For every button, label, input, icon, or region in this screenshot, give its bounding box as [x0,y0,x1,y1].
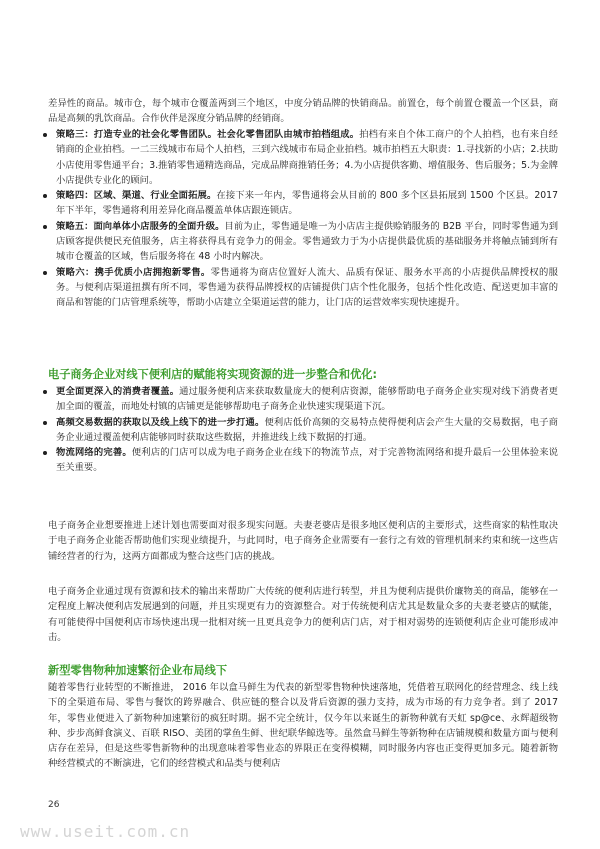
benefit-title: 更全面更深入的消费者覆盖。 [56,386,180,397]
benefit-title: 物流网络的完善。 [56,447,132,459]
benefit-list [48,384,558,476]
benefit-body: 便利店低价高频的交易特点使得便利店会产生大量的交易数据，电子商务企业通过覆盖便利店能够同时获取这些数据，并推进线上线下数据的打通。 [56,416,558,443]
benefit-body: 便利店的门店可以成为电子商务企业在线下的物流节点，对于完善物流网络和提升最后一公里体验来说至关重要。 [56,447,558,474]
body-paragraph: 电子商务企业想要推进上述计划也需要面对很多现实问题。夫妻老婆店是很多地区便利店的主要形式，这些商家的粘性取决于电子商务企业能否帮助他们实现业绩提升，与此同时，电子商务企业需要有一套行之有效的管理机制来约束和统一这些店铺经营者的行为，这两方面都成为整合这些门店的挑战。 [48,520,558,562]
body-paragraph: 电子商务企业通过现有资源和技术的输出来帮助广大传统的便利店进行转型，并且为便利店提供价廉物美的商品，能够在一定程度上解决便利店发展遇到的问题，并且实现更有力的资源整合。对于传统便利店尤其是数量众多的夫妻老婆店的赋能，有可能使得中国便利店市场快速出现一批相对统一且更具竞争力的便利店门店，对于相对弱势的连锁便利店企业可能形成冲击。 [48,586,558,643]
lead-paragraph: 差异性的商品。城市仓，每个城市仓覆盖两到三个地区，中度分销品牌的快销商品。前置仓，每个前置仓覆盖一个区县，商品是高频的乳饮商品。合作伙伴是深度分销品牌的经销商。 [48,98,558,125]
list-item [48,127,558,188]
section-heading: 电子商务企业对线下便利店的赋能将实现资源的进一步整合和优化: [48,368,377,381]
body-paragraph: 随着零售行业转型的不断推进， 2016 年以盒马鲜生为代表的新型零售物种快速落地，凭借着互联网化的经营理念、线上线下的全渠道布局、零售与餐饮的跨界融合、供应链的整合以及背后资源的强力支持，成为市场的有力竞争者。到了 2017 年，零售业便进入了新物种加速繁衍的疯狂时期。据不完全统计，仅今年以来诞生的新物种就有天虹 sp@ce、永辉超级物种、步步高鲜食演义、百联 RISO、美团的掌鱼生鲜、世纪联华鲸选等。虽然盒马鲜生等新物种在店铺规模和数量方面与便利店存在差异，但是这些零售新物种的出现意味着零售业态的界限正在变得模糊，同时服务内容也正变得更加多元。随着新物种经营模式的不断演进，它们的经营模式和品类与便利店 [48,682,558,770]
strategy-title: 策略五：面向单体小店服务的全面升级。 [56,220,225,232]
watermark: www.useit.com.cn [20,822,191,841]
benefit-title: 高频交易数据的获取以及线上线下的进一步打通。 [56,416,265,428]
list-item [48,219,558,265]
section-heading: 新型零售物种加速繁衍企业布局线下 [48,664,228,677]
strategy-title: 策略六：携手优质小店拥抱新零售。 [56,266,211,278]
strategy-body: 拍档有来自个体工商户的个人拍档，也有来自经销商的企业拍档。一二三线城市布局个人拍档，三到六线城市布局企业拍档。城市拍档五大职责：1.寻找新的小店；2.扶助小店使用零售通平台；3.推销零售通精选商品，完成品牌商推销任务；4.为小店提供客勤、增值服务、售后服务；5.为金牌小店提供专业化的顾问。 [56,129,558,186]
strategy-body: 零售通将为商店位置好人流大、品质有保证、服务水平高的小店提供品牌授权的服务。与便利店渠道扭撰有所不同，零售通为获得品牌授权的店铺提供门店个性化服务，包括个性化改造、配送更加丰富的商品和智能的门店管理系统等，帮助小店建立全渠道运营的能力，让门店的运营效率实现快速提升。 [56,266,558,309]
list-item [48,415,558,446]
benefit-body: 通过服务便利店来获取数量庞大的便利店资源，能够帮助电子商务企业实现对线下消费者更加全面的覆盖，而地处村镇的店铺更是能够帮助电子商务企业快速实现渠道下沉。 [56,386,558,413]
page-number: 26 [48,800,60,810]
list-item [48,188,558,219]
list-item [48,445,558,476]
list-item [48,384,558,415]
strategy-title: 策略三：打造专业的社会化零售团队。社会化零售团队由城市拍档组成。 [56,129,360,140]
strategy-title: 策略四：区域、渠道、行业全面拓展。 [56,190,217,202]
strategy-list [48,127,558,311]
strategy-body: 在接下来一年内，零售通将会从目前的 800 多个区县拓展到 1500 个区县。2017 年下半年，零售通将利用差异化商品覆盖单体店跟连锁店。 [56,190,558,217]
list-item [48,265,558,311]
strategy-body: 目前为止，零售通是唯一为小店店主提供赊销服务的 B2B 平台，同时零售通为到店顾客提供便民充值服务，店主将获得具有竞争力的佣金。零售通致力于为小店提供最优质的基础服务并将触点铺到所有城市仓覆盖的区域，售后服务将在 48 小时内解决。 [56,220,558,263]
